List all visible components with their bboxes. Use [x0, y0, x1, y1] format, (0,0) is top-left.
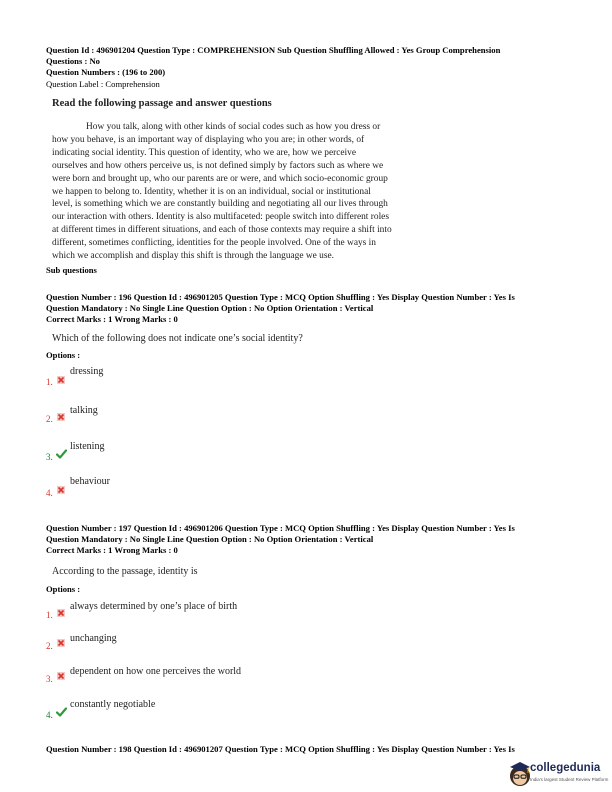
passage-line: different, sometimes conflicting, identities for the people involved. One of the ways in — [52, 238, 376, 249]
option-text: dressing — [70, 366, 104, 377]
passage-line: we happen to belong to. Identity, whether it is on an individual, social or institutional — [52, 186, 371, 197]
option-number: 1. — [46, 610, 53, 620]
wrong-mark-icon — [57, 413, 65, 421]
passage-line: indicating social identity. This question of identity, who we are, how we perceive — [52, 147, 356, 158]
question-numbers: Question Numbers : (196 to 200) — [46, 67, 166, 78]
question-label: Question Label : Comprehension — [46, 78, 160, 89]
option-number: 4. — [46, 710, 53, 720]
header-line-1: Question Id : 496901204 Question Type : COMPREHENSION Sub Question Shuffling Allowed : Yes Group Comprehension — [46, 45, 501, 55]
wrong-mark-icon — [57, 376, 65, 384]
question-196-text: Which of the following does not indicate one’s social identity? — [52, 333, 303, 344]
option-text: listening — [70, 441, 105, 452]
wrong-mark-icon — [57, 486, 65, 494]
option-number: 2. — [46, 641, 53, 651]
question-197-meta — [46, 523, 586, 557]
question-meta-line-1: Question Number : 198 Question Id : 496901207 Question Type : MCQ Option Shuffling : Yes Display Question Number : Yes Is — [46, 744, 515, 754]
passage-text — [52, 121, 444, 263]
question-marks: Correct Marks : 1 Wrong Marks : 0 — [46, 545, 178, 556]
question-meta-line-2: Question Mandatory : No Single Line Question Option : No Option Orientation : Vertical — [46, 534, 374, 545]
passage-line: at different times in different situations, and each of those contexts may require a shift into — [52, 225, 392, 236]
option-text: behaviour — [70, 476, 110, 487]
option-text: constantly negotiable — [70, 699, 156, 710]
passage-line: ourselves and how others perceive us, is not defined simply by factors such as where we — [52, 160, 384, 171]
passage-heading: Read the following passage and answer questions — [52, 98, 272, 109]
question-197-text: According to the passage, identity is — [52, 566, 198, 577]
passage-line: which we accomplish and display this shift is through the language we use. — [52, 251, 334, 262]
question-meta-line-2: Question Mandatory : No Single Line Question Option : No Option Orientation : Vertical — [46, 303, 374, 314]
passage-line: level, is something which we are constantly building and negotiating all our lives through — [52, 199, 388, 210]
option-number: 2. — [46, 414, 53, 424]
passage-line: were born and brought up, who our parents are or were, and which socio-economic group — [52, 173, 388, 184]
option-text: unchanging — [70, 633, 117, 644]
passage-line: our interaction with others. Identity is also multifaceted: people switch into different roles — [52, 212, 389, 223]
wrong-mark-icon — [57, 672, 65, 680]
options-label: Options : — [46, 350, 81, 360]
option-number: 3. — [46, 674, 53, 684]
comprehension-header — [46, 45, 586, 90]
wrong-mark-icon — [57, 639, 65, 647]
question-meta-line-1: Question Number : 197 Question Id : 496901206 Question Type : MCQ Option Shuffling : Yes Display Question Number : Yes Is — [46, 523, 515, 533]
question-meta-line-1: Question Number : 196 Question Id : 496901205 Question Type : MCQ Option Shuffling : Yes Display Question Number : Yes Is — [46, 292, 515, 302]
options-label: Options : — [46, 584, 81, 594]
header-line-2: Questions : No — [46, 56, 100, 67]
passage-line: How you talk, along with other kinds of social codes such as how you dress or — [86, 122, 381, 132]
option-text: always determined by one’s place of birth — [70, 601, 238, 612]
checkmark-icon — [56, 449, 67, 459]
brand-tagline: India's largest Student Review Platform — [530, 777, 609, 782]
question-196-meta — [46, 292, 586, 326]
option-number: 3. — [46, 452, 53, 462]
question-marks: Correct Marks : 1 Wrong Marks : 0 — [46, 314, 178, 325]
brand-name: collegedunia — [530, 762, 601, 774]
passage-line: how you behave, is an important way of displaying who you are; in other words, of — [52, 134, 365, 145]
option-number: 4. — [46, 488, 53, 498]
checkmark-icon — [56, 707, 67, 717]
option-number: 1. — [46, 377, 53, 387]
sub-questions-label: Sub questions — [46, 265, 97, 275]
option-text: dependent on how one perceives the world — [70, 666, 242, 677]
wrong-mark-icon — [57, 609, 65, 617]
option-text: talking — [70, 405, 98, 416]
